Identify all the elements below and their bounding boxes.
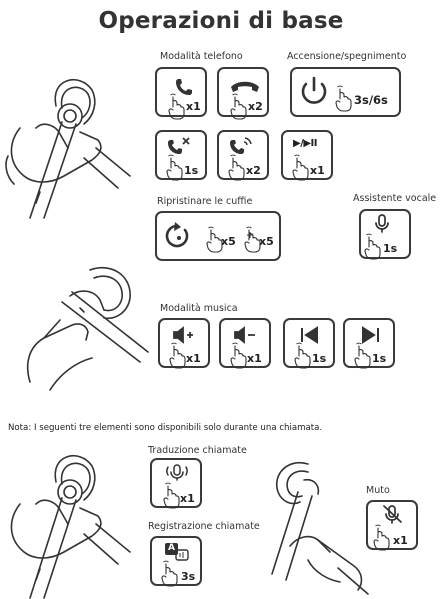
volume-down-icon [235, 328, 255, 342]
voice-assistant-duration: 1s [383, 242, 398, 255]
redial-icon [230, 140, 244, 154]
translation-card [150, 458, 202, 508]
redial-count: x2 [246, 164, 261, 177]
tap-hand-plus-icon [245, 227, 260, 252]
tap-hand-minus-icon [231, 343, 246, 368]
tap-hand-icon [229, 155, 244, 180]
label-phone-mode: Modalità telefono [160, 51, 243, 62]
label-power: Accensione/spegnimento [287, 51, 407, 62]
tap-hand-icon [169, 94, 184, 119]
play-pause-card [281, 130, 333, 180]
mute-card [366, 500, 418, 550]
reject-call-duration: 1s [184, 164, 199, 177]
press-hand-icon [162, 561, 177, 586]
next-track-icon [363, 328, 378, 342]
recording-card [150, 536, 202, 586]
headset-touch-illustration-2 [20, 262, 150, 392]
press-hand-icon [295, 343, 310, 368]
recording-duration: 3s [181, 570, 196, 583]
previous-track-icon [302, 328, 317, 342]
label-music-mode: Modalità musica [160, 303, 238, 314]
power-duration: 3s/6s [354, 93, 388, 107]
reject-call-card [155, 130, 207, 180]
phone-hangup-icon [231, 82, 259, 92]
tap-hand-icon [164, 483, 179, 508]
tap-hand-icon [231, 94, 246, 119]
play-pause-icon: ▶/▶II [293, 138, 317, 149]
mute-count: x1 [393, 534, 408, 547]
play-pause-count: x1 [310, 164, 325, 177]
headset-touch-illustration-1 [0, 68, 150, 218]
call-only-note: Nota: I seguenti tre elementi sono disponibili solo durante una chiamata. [8, 423, 323, 433]
page-title: Operazioni di base [98, 8, 344, 34]
power-icon [303, 78, 325, 103]
headset-touch-illustration-3 [0, 448, 140, 598]
tap-hand-icon [374, 525, 389, 550]
reset-count-b: x5 [259, 235, 274, 248]
end-call-card [217, 67, 269, 117]
tap-hand-icon [336, 86, 351, 111]
redial-card [217, 130, 269, 180]
label-voice-assistant: Assistente vocale [353, 193, 437, 204]
translation-icon [167, 465, 187, 480]
press-hand-icon [355, 343, 370, 368]
answer-call-count: x1 [186, 100, 201, 113]
previous-track-duration: 1s [312, 352, 327, 365]
reject-call-icon [168, 140, 182, 154]
phone-answer-icon [176, 79, 192, 95]
label-recording: Registrazione chiamate [148, 521, 260, 532]
volume-up-card [158, 318, 210, 368]
label-translation: Traduzione chiamate [148, 445, 247, 456]
mute-microphone-icon [384, 506, 401, 523]
volume-down-card [219, 318, 271, 368]
next-track-duration: 1s [372, 352, 387, 365]
volume-up-count: x1 [186, 352, 201, 365]
answer-call-card [155, 67, 207, 117]
reset-count-a: x5 [221, 235, 236, 248]
press-hand-icon [365, 234, 380, 259]
tap-hand-plus-icon [170, 343, 185, 368]
tap-hand-icon [167, 155, 182, 180]
recording-icon: A [168, 543, 175, 553]
translation-count: x1 [180, 492, 195, 505]
tap-hand-icon [207, 227, 222, 252]
end-call-count: x2 [248, 100, 263, 113]
power-card [290, 67, 401, 117]
refresh-icon [167, 222, 187, 246]
voice-assistant-card [359, 209, 411, 259]
label-mute: Muto [366, 485, 390, 496]
volume-up-icon [174, 328, 193, 342]
volume-down-count: x1 [247, 352, 262, 365]
label-reset: Ripristinare le cuffie [157, 196, 253, 207]
next-track-card [343, 318, 395, 368]
headset-touch-illustration-4 [268, 456, 378, 598]
microphone-icon [376, 215, 388, 232]
tap-hand-icon [293, 155, 308, 180]
reset-card [155, 211, 281, 261]
previous-track-card [283, 318, 335, 368]
